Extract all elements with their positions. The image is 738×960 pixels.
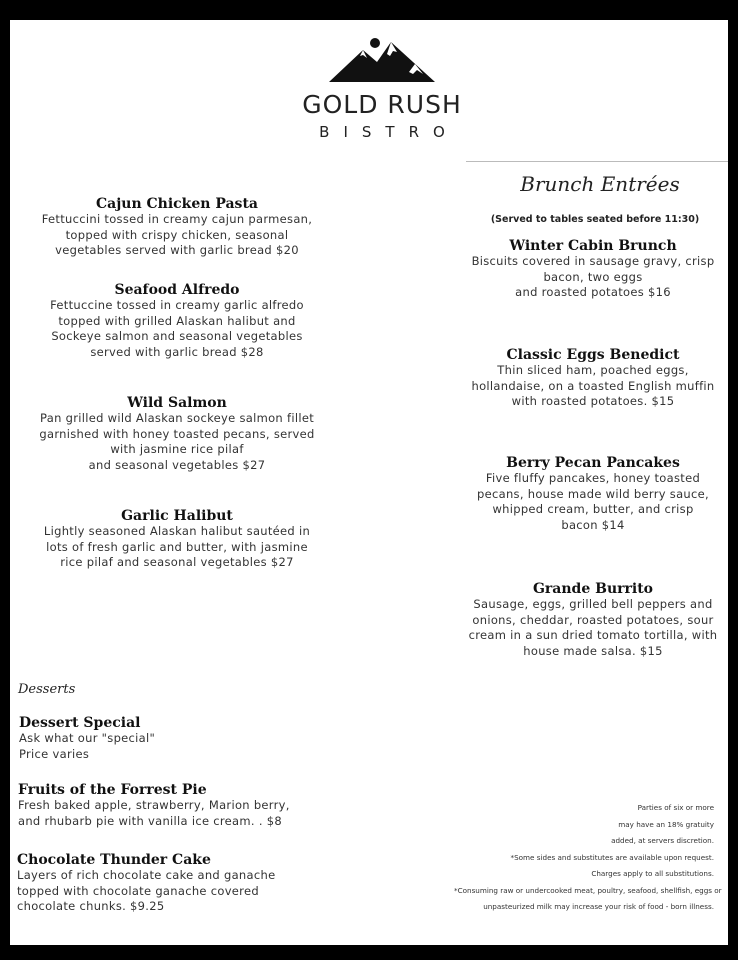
item-title: Garlic Halibut <box>121 508 233 524</box>
menu-item <box>17 852 317 915</box>
item-description: Pan grilled wild Alaskan sockeye salmon fillet garnished with honey toasted pecans, served with jasmine rice pilaf and seasonal vegetables $27 <box>39 411 315 472</box>
item-description: Fresh baked apple, strawberry, Marion berry, and rhubarb pie with vanilla ice cream. . $8 <box>18 798 290 828</box>
menu-item <box>32 395 322 473</box>
fine-print-line: added, at servers discretion. <box>611 836 714 845</box>
item-description: Layers of rich chocolate cake and ganache topped with chocolate ganache covered chocolate chunks. $9.25 <box>17 868 276 913</box>
logo <box>282 34 482 141</box>
fine-print-line: unpasteurized milk may increase your risk of food - born illness. <box>483 902 714 911</box>
brand-subtitle: BISTRO <box>319 123 459 141</box>
brunch-heading: Brunch Entrées <box>520 172 680 196</box>
mountain-sun-icon <box>327 34 437 84</box>
menu-item <box>18 782 318 829</box>
fine-print-line: *Consuming raw or undercooked meat, poultry, seafood, shellfish, eggs or <box>454 885 722 895</box>
item-description: Fettuccine tossed in creamy garlic alfredo topped with grilled Alaskan halibut and Sockeye salmon and seasonal vegetables served with garlic bread $28 <box>50 298 304 359</box>
desserts-heading: Desserts <box>18 682 76 697</box>
item-title: Berry Pecan Pancakes <box>506 455 680 471</box>
item-description: Sausage, eggs, grilled bell peppers and onions, cheddar, roasted potatoes, sour cream in a sun dried tomato tortilla, with house made salsa. $15 <box>468 597 718 658</box>
item-title: Dessert Special <box>19 715 141 731</box>
fine-print <box>454 800 722 916</box>
item-description: Thin sliced ham, poached eggs, hollandaise, on a toasted English muffin with roasted potatoes. $15 <box>471 363 715 408</box>
menu-sheet <box>10 20 728 945</box>
item-description: Biscuits covered in sausage gravy, crisp bacon, two eggs and roasted potatoes $16 <box>471 254 715 299</box>
item-title: Cajun Chicken Pasta <box>96 196 258 212</box>
item-title: Seafood Alfredo <box>114 282 240 298</box>
brunch-note: (Served to tables seated before 11:30) <box>490 214 700 225</box>
fine-print-line: Parties of six or more <box>637 803 714 812</box>
item-description: Ask what our "special" Price varies <box>19 731 156 761</box>
item-title: Chocolate Thunder Cake <box>17 852 211 868</box>
section-divider <box>466 161 728 162</box>
item-description: Fettuccini tossed in creamy cajun parmesan, topped with crispy chicken, seasonal vegetables served with garlic bread $20 <box>41 212 313 257</box>
menu-item <box>462 581 724 659</box>
item-description: Lightly seasoned Alaskan halibut sautéed in lots of fresh garlic and butter, with jasmine rice pilaf and seasonal vegetables $27 <box>43 524 311 569</box>
item-title: Wild Salmon <box>127 395 227 411</box>
fine-print-line: *Some sides and substitutes are available upon request. <box>510 852 714 862</box>
fine-print-line: Charges apply to all substitutions. <box>591 869 714 878</box>
item-title: Grande Burrito <box>532 581 654 597</box>
menu-item <box>32 508 322 571</box>
menu-item <box>462 455 724 533</box>
item-title: Fruits of the Forrest Pie <box>18 782 207 798</box>
menu-item <box>462 238 724 301</box>
item-title: Winter Cabin Brunch <box>509 238 677 254</box>
menu-item <box>32 282 322 360</box>
brand-name: GOLD RUSH <box>302 90 462 119</box>
fine-print-line: may have an 18% gratuity <box>618 819 714 829</box>
menu-item <box>32 196 322 259</box>
menu-item <box>462 347 724 410</box>
item-description: Five fluffy pancakes, honey toasted pecans, house made wild berry sauce, whipped cream, butter, and crisp bacon $14 <box>477 471 709 532</box>
item-title: Classic Eggs Benedict <box>506 347 680 363</box>
menu-item <box>19 715 319 762</box>
